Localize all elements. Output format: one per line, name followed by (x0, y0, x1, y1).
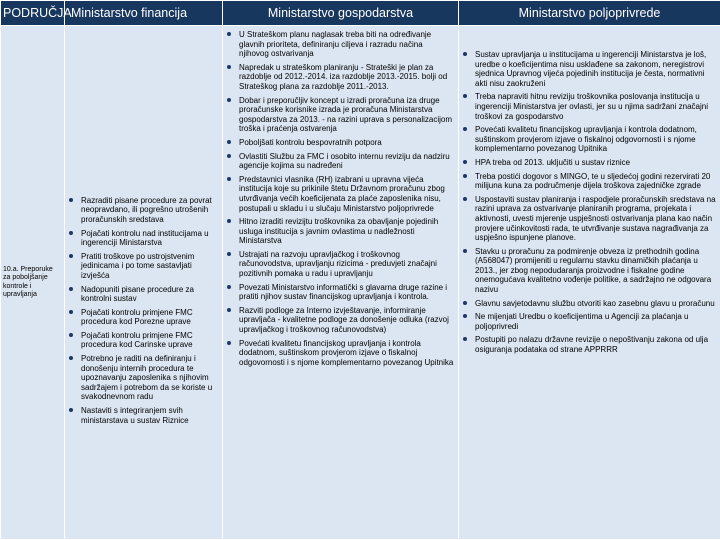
gospodarstva-cell (223, 26, 459, 540)
list-item: Pojačati kontrolu primjene FMC procedura kod Porezne uprave (69, 308, 218, 327)
bullet-icon (463, 174, 467, 178)
list-item: Razviti podloge za Interno izvještavanje, informiranje upravljača - kvalitetne podloge za donošenje odluka (razvoj upravljačkog i troškovnog računovodstva) (227, 306, 454, 335)
bullet-icon (463, 249, 467, 253)
bullet-icon (69, 356, 73, 360)
bullet-icon (463, 301, 467, 305)
bullet-icon (227, 219, 231, 223)
list-item: Ne mijenjati Uredbu o koeficijentima u Agenciji za plaćanja u poljoprivredi (463, 312, 716, 331)
financija-cell (65, 26, 223, 540)
list-item: HPA treba od 2013. uključiti u sustav riznice (463, 158, 716, 168)
bullet-icon (227, 252, 231, 256)
list-item: Potrebno je raditi na definiranju i donošenju internih procedura te upoznavanju zaposlenika s njihovim sadržajem i potrebom da se koriste u svakodnevnom radu (69, 354, 218, 402)
financija-list (69, 196, 218, 425)
list-item: Razraditi pisane procedure za povrat neopravdano, ili pogrešno utrošenih proračunskih sredstava (69, 196, 218, 225)
list-item: Ovlastiti Službu za FMC i osobito internu reviziju da nadziru agencije kojima su nadređeni (227, 152, 454, 171)
list-item: Hitno izraditi revizijtu troškovnika za obavljanje pojedinih usluga institucija s javnim ovlastima u nadležnosti Ministarstva (227, 217, 454, 246)
bullet-icon (463, 160, 467, 164)
bullet-icon (463, 197, 467, 201)
list-item: Dobar i preporučljiv koncept u izradi proračuna iza druge proračunske korisnike izrada je proračuna Ministarstva gospodarstva za 2013. - na razini upravа s personalizacijom troška i praćenja ostvarenja (227, 96, 454, 134)
row-label: 10.a. Preporuke za poboljšanje kontrole i upravljanja (1, 26, 65, 540)
list-item: Predstavnici vlasnika (RH) izabrani u upravna vijeća institucija koje su prikinile štetu Državnom proračunu zbog utvrđivanja većih koeficijenata za plaće zaposlenika nisu, postupali u skladu i u slučaju Ministarstvo poljoprivrede (227, 175, 454, 213)
bullet-icon (69, 408, 73, 412)
list-item: Treba napraviti hitnu reviziju troškovnika poslovanja institucija u ingerenciji Ministarstva jer ovlasti, jer su u njima sadržani značajni troškovi za gospodarstvo (463, 92, 716, 121)
list-item: Ustrajati na razvoju upravljačkog i troškovnog računovodstva, upravljanju rizicima - preduvjeti značajni pozitivnih pomaka u radu i upravljanju (227, 250, 454, 279)
list-item: Treba postići dogovor s MINGO, te u sljedećoj godini rezervirati 20 milijuna kuna za područmenje dijela troškova zajedničke zgrade (463, 172, 716, 191)
list-item: Povećati kvalitetu financijskog upravljanja i kontrola dodatnom, suštinskom provjerom izjave o fiskalnoj odgovornosti i s njome komplementarno povezanog Upitnika (227, 339, 454, 368)
list-item: Poboljšati kontrolu bespovratnih potpora (227, 138, 454, 148)
header-gospodarstva: Ministarstvo gospodarstva (223, 1, 459, 26)
list-item: Stavku u proračunu za podmirenje obveza iz prethodnih godina (A568047) promijeniti u regularnu stavku dinamičkih plaćanja u 2013., jer zbog nepodudaranja proizvodne i fiskalne godine onemogućava kvalitetno vođenje politike, a sadržajno ne odgovara nazivu (463, 247, 716, 295)
bullet-icon (227, 154, 231, 158)
bullet-icon (463, 337, 467, 341)
list-item: Sustav upravljanja u institucijama u ingerenciji Ministarstva je loš, uredbe o koeficijentima nisu usklađene sa zakonom, neregistrovi sjednica Upravnog vijeća pojedinih institucija je česta, normativni akti nisu zaokruženi (463, 50, 716, 88)
bullet-icon (69, 287, 73, 291)
bullet-icon (69, 254, 73, 258)
list-item: U Strateškom planu naglasak treba biti na određivanje glavnih prioriteta, definiranju ciljeva i razradu načina njihovog ostvarivanja (227, 30, 454, 59)
list-item: Povezati Ministarstvo informatički s glavarna druge razine i pratiti njihov sustav financijskog upravljanja i kontrola. (227, 283, 454, 302)
body-row (1, 26, 720, 540)
poljoprivrede-cell (459, 26, 720, 540)
bullet-icon (227, 140, 231, 144)
header-poljoprivrede: Ministarstvo poljoprivrede (459, 1, 720, 26)
bullet-icon (463, 94, 467, 98)
header-financija: Ministarstvo financija (65, 1, 223, 26)
list-item: Pratiti troškove po ustrojstvenim jedinicama i po tome sastavljati izvješća (69, 252, 218, 281)
list-item: Napredak u strateškom planiranju - Strateški je plan za razdoblje od 2012.-2014. iza razdoblje 2013.-2015. bolji od Strateškog plana za razdoblje 2011.-2013. (227, 63, 454, 92)
list-item: Nastaviti s integriranjem svih ministarstava u sustav Riznice (69, 406, 218, 425)
bullet-icon (69, 310, 73, 314)
list-item: Nadopuniti pisane procedure za kontrolni sustav (69, 285, 218, 304)
poljoprivrede-list (463, 50, 716, 355)
bullet-icon (463, 314, 467, 318)
list-item: Postupiti po nalazu državne revizije o nepoštivanju zakona od ulja osiguranja podataka od strane APPRRR (463, 335, 716, 354)
bullet-icon (69, 333, 73, 337)
bullet-icon (463, 52, 467, 56)
gospodarstva-list (227, 30, 454, 367)
bullet-icon (463, 127, 467, 131)
list-item: Povećati kvalitetu financijskog upravljanja i kontrola dodatnom, suštinskom provjerom izjave o fiskalnoj odgovornosti i s njome komplementarno povezanog Upitnika (463, 125, 716, 154)
bullet-icon (227, 285, 231, 289)
list-item: Pojačati kontrolu primjene FMC procedura kod Carinske uprave (69, 331, 218, 350)
list-item: Glavnu savjetodavnu službu otvoriti kao zasebnu glavu u proračunu (463, 299, 716, 309)
bullet-icon (227, 32, 231, 36)
bullet-icon (69, 231, 73, 235)
bullet-icon (227, 65, 231, 69)
bullet-icon (227, 308, 231, 312)
header-row (1, 1, 720, 26)
bullet-icon (227, 177, 231, 181)
bullet-icon (227, 341, 231, 345)
bullet-icon (69, 198, 73, 202)
list-item: Pojačati kontrolu nad institucijama u ingerenciji Ministarstva (69, 229, 218, 248)
list-item: Uspostaviti sustav planiranja i raspodjele proračunskih sredstava na razini uprava za ostvarivanje planiranih programa, projekata i aktivnosti, uvesti mjerenje uspješnosti ostvarivanja plana kao način provjere učinkovitosti rada, te utvrđivanje sustava nagrađivanja za uspješno ispunjene planove. (463, 195, 716, 243)
header-podrucja: PODRUČJA (1, 1, 65, 26)
bullet-icon (227, 98, 231, 102)
